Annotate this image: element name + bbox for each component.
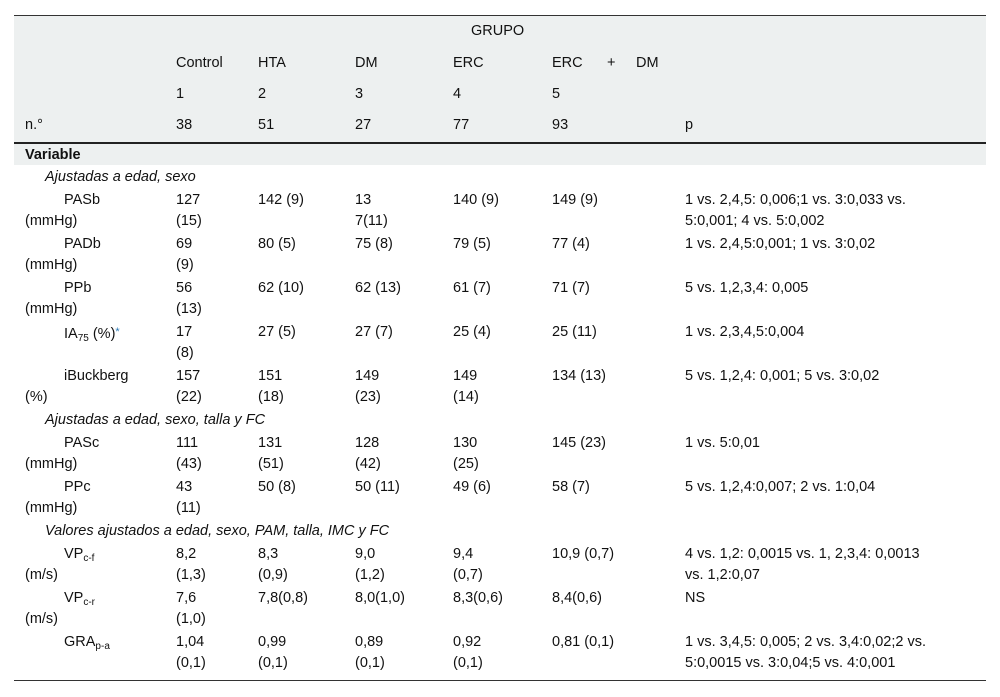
row-label-suffix: (%): [88, 326, 116, 342]
cell: 62 (13): [355, 280, 401, 296]
cell: 27 (5): [258, 324, 296, 340]
n-value-5: 93: [552, 117, 569, 133]
row-label: [64, 588, 95, 609]
cell: (1,3): [176, 567, 206, 583]
cell: 0,99: [258, 634, 287, 650]
cell: 50 (8): [258, 479, 296, 495]
section-label: Valores ajustados a edad, sexo, PAM, talla, IMC y FC: [45, 523, 390, 539]
cell: 43: [176, 479, 193, 495]
row-label-subscript: p-a: [95, 641, 110, 652]
p-value: vs. 1,2:0,07: [685, 567, 760, 583]
group-name-control: Control: [176, 55, 223, 71]
cell: 62 (10): [258, 280, 304, 296]
n-value-3: 27: [355, 117, 372, 133]
p-value: 1 vs. 3,4,5: 0,005; 2 vs. 3,4:0,02;2 vs.: [685, 634, 927, 650]
row-label: PPc: [64, 479, 91, 495]
cell: (43): [176, 456, 202, 472]
cell: (1,2): [355, 567, 385, 583]
cell: (23): [355, 389, 381, 405]
group-number-2: 2: [258, 86, 267, 102]
cell: 71 (7): [552, 280, 590, 296]
footnote-marker[interactable]: *: [115, 326, 120, 338]
p-value: 5 vs. 1,2,3,4: 0,005: [685, 280, 809, 296]
cell: (0,7): [453, 567, 483, 583]
cell: 130: [453, 435, 478, 451]
group-name-erc-dm: ERC: [552, 55, 583, 71]
cell: 8,3(0,6): [453, 590, 503, 606]
cell: (25): [453, 456, 479, 472]
group-name-hta: HTA: [258, 55, 286, 71]
cell: (1,0): [176, 611, 206, 627]
p-value: 4 vs. 1,2: 0,0015 vs. 1, 2,3,4: 0,0013: [685, 546, 920, 562]
cell: (14): [453, 389, 479, 405]
row-unit: (mmHg): [25, 500, 78, 516]
p-header: p: [685, 117, 694, 133]
cell: 134 (13): [552, 368, 607, 384]
cell: (0,1): [453, 655, 483, 671]
cell: 131: [258, 435, 283, 451]
variable-header: Variable: [25, 147, 81, 163]
p-value: 5 vs. 1,2,4: 0,001; 5 vs. 3:0,02: [685, 368, 880, 384]
group-number-3: 3: [355, 86, 364, 102]
cell: 50 (11): [355, 479, 400, 495]
cell: 8,4(0,6): [552, 590, 602, 606]
cell: 61 (7): [453, 280, 491, 296]
p-value: 1 vs. 2,3,4,5:0,004: [685, 324, 805, 340]
n-value-4: 77: [453, 117, 470, 133]
group-number-1: 1: [176, 86, 185, 102]
cell: (18): [258, 389, 284, 405]
row-unit: (m/s): [25, 611, 59, 627]
cell: 77 (4): [552, 236, 590, 252]
cell: 127: [176, 192, 201, 208]
p-value: 1 vs. 2,4,5: 0,006;1 vs. 3:0,033 vs.: [685, 192, 906, 208]
group-name-erc: ERC: [453, 55, 484, 71]
row-unit: (mmHg): [25, 301, 78, 317]
cell: 25 (11): [552, 324, 597, 340]
cell: 8,0(1,0): [355, 590, 405, 606]
row-label-name: IA: [64, 326, 78, 342]
cell: 111: [176, 435, 199, 451]
row-label: [64, 632, 110, 653]
cell: 7(11): [355, 213, 388, 229]
cell: (51): [258, 456, 284, 472]
cell: 7,6: [176, 590, 197, 606]
group-number-5: 5: [552, 86, 561, 102]
header-rule: [14, 142, 986, 144]
cell: (42): [355, 456, 381, 472]
group-name-plus: +: [607, 55, 616, 71]
cell: 7,8(0,8): [258, 590, 308, 606]
cell: 9,4: [453, 546, 474, 562]
cell: 80 (5): [258, 236, 296, 252]
cell: 145 (23): [552, 435, 607, 451]
n-value-1: 38: [176, 117, 193, 133]
cell: 9,0: [355, 546, 376, 562]
row-label-subscript: c-f: [83, 553, 95, 564]
variable-header-background: [14, 144, 986, 165]
row-label-name: GRA: [64, 634, 96, 650]
section-label: Ajustadas a edad, sexo, talla y FC: [45, 412, 266, 428]
cell: 13: [355, 192, 372, 208]
cell: 0,81 (0,1): [552, 634, 615, 650]
cell: 17: [176, 324, 193, 340]
row-label: PADb: [64, 236, 101, 252]
cell: 157: [176, 368, 201, 384]
p-value: 5 vs. 1,2,4:0,007; 2 vs. 1:0,04: [685, 479, 876, 495]
row-label: PASb: [64, 192, 101, 208]
cell: 49 (6): [453, 479, 491, 495]
cell: 1,04: [176, 634, 205, 650]
group-number-4: 4: [453, 86, 462, 102]
cell: 25 (4): [453, 324, 491, 340]
group-name-dm: DM: [355, 55, 378, 71]
row-label-subscript: 75: [77, 333, 89, 344]
cell: 69: [176, 236, 193, 252]
cell: 149: [453, 368, 478, 384]
row-unit: (mmHg): [25, 213, 78, 229]
row-label-name: VP: [64, 590, 84, 606]
cell: 58 (7): [552, 479, 590, 495]
group-header: GRUPO: [471, 23, 525, 39]
row-label-name: VP: [64, 546, 84, 562]
bottom-rule: [14, 680, 986, 681]
row-unit: (mmHg): [25, 456, 78, 472]
cell: 128: [355, 435, 380, 451]
cell: (15): [176, 213, 202, 229]
row-label: [64, 322, 120, 345]
row-label: iBuckberg: [64, 368, 129, 384]
cell: 10,9 (0,7): [552, 546, 615, 562]
p-value: NS: [685, 590, 706, 606]
p-value: 5:0,0015 vs. 3:0,04;5 vs. 4:0,001: [685, 655, 896, 671]
p-value: 1 vs. 5:0,01: [685, 435, 760, 451]
row-unit: (m/s): [25, 567, 59, 583]
group-name-dm2: DM: [636, 55, 659, 71]
cell: (9): [176, 257, 194, 273]
cell: 0,92: [453, 634, 482, 650]
row-label: [64, 544, 94, 565]
cell: (11): [176, 500, 201, 516]
cell: (22): [176, 389, 202, 405]
cell: 142 (9): [258, 192, 304, 208]
top-rule: [14, 15, 986, 16]
cell: 149 (9): [552, 192, 598, 208]
cell: (0,1): [258, 655, 288, 671]
n-label: n.°: [25, 117, 43, 133]
cell: (0,9): [258, 567, 288, 583]
cell: 56: [176, 280, 193, 296]
cell: 149: [355, 368, 380, 384]
cell: (0,1): [176, 655, 206, 671]
cell: (8): [176, 345, 194, 361]
row-unit: (mmHg): [25, 257, 78, 273]
cell: 8,3: [258, 546, 279, 562]
cell: 8,2: [176, 546, 197, 562]
p-value: 5:0,001; 4 vs. 5:0,002: [685, 213, 825, 229]
cell: 75 (8): [355, 236, 393, 252]
cell: 140 (9): [453, 192, 499, 208]
cell: 0,89: [355, 634, 384, 650]
row-label: PPb: [64, 280, 92, 296]
cell: 27 (7): [355, 324, 393, 340]
section-label: Ajustadas a edad, sexo: [45, 169, 196, 185]
p-value: 1 vs. 2,4,5:0,001; 1 vs. 3:0,02: [685, 236, 876, 252]
row-label: PASc: [64, 435, 100, 451]
row-label-subscript: c-r: [83, 597, 96, 608]
cell: 79 (5): [453, 236, 491, 252]
row-unit: (%): [25, 389, 48, 405]
n-value-2: 51: [258, 117, 275, 133]
cell: (13): [176, 301, 202, 317]
cell: 151: [258, 368, 283, 384]
cell: (0,1): [355, 655, 385, 671]
